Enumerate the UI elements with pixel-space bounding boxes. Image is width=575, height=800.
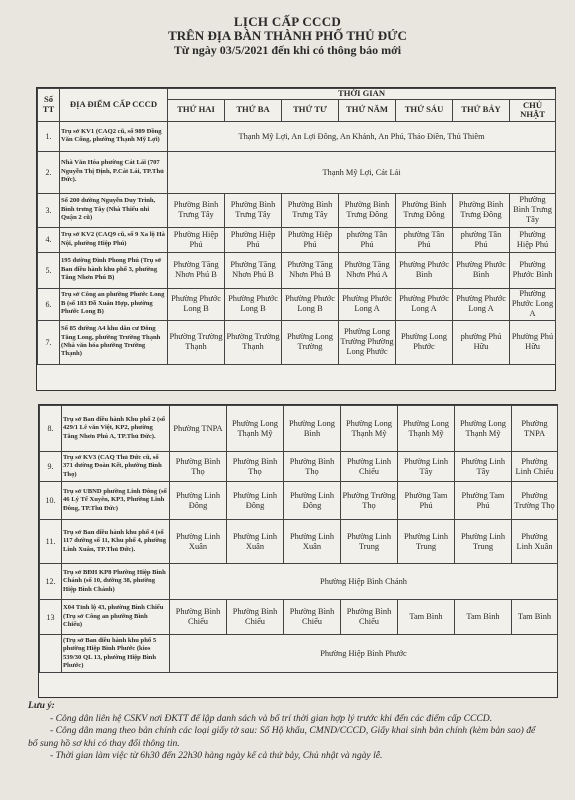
day-header: THỨ NĂM — [339, 99, 396, 121]
row-number: 3. — [38, 193, 60, 227]
ward-cell: Phường Tam Phú — [398, 482, 455, 520]
table-row — [40, 482, 558, 520]
ward-cell: Phường Linh Xuân — [170, 520, 227, 564]
ward-cell: Phường Bình Trưng Tây — [510, 193, 556, 227]
row-number: 10. — [40, 482, 62, 520]
ward-cell: Phường Bình Trưng Đông — [339, 193, 396, 227]
location-cell: X04 Tỉnh lộ 43, phường Bình Chiểu (Trụ sở Công an phường Bình Chiểu) — [62, 600, 170, 635]
location-cell: 195 đường Đình Phong Phú (Trụ sở Ban điều hành khu phố 3, phường Tăng Nhơn Phú B) — [60, 252, 168, 288]
ward-cell: Phường Bình Chiểu — [341, 600, 398, 635]
day-header: THỨ BA — [225, 99, 282, 121]
note-item: - Công dân mang theo bản chính các loại giấy tờ sau: Sổ Hộ khẩu, CMND/CCCD, Giấy khai sinh bản chính (kèm bản sao) để bổ sung hồ sơ khi có thay đổi thông tin. — [28, 725, 536, 749]
ward-cell: Phường TNPA — [512, 406, 558, 452]
ward-cell: Tam Bình — [398, 600, 455, 635]
table-row — [38, 227, 556, 252]
day-header: CHỦ NHẬT — [510, 99, 556, 121]
day-header: THỨ HAI — [168, 99, 225, 121]
day-header: THỨ TƯ — [282, 99, 339, 121]
ward-cell: Phường Bình Thọ — [170, 452, 227, 482]
day-header: THỨ SÁU — [396, 99, 453, 121]
notes-label: Lưu ý: — [28, 700, 55, 711]
schedule-table-part-1 — [36, 87, 556, 391]
ward-cell: Phường Long Thạnh Mỹ — [227, 406, 284, 452]
ward-cell: Phường Phước Long B — [225, 288, 282, 320]
col-header-stt: Số TT — [38, 89, 60, 122]
row-number: 2. — [38, 151, 60, 193]
col-header-time: THỜI GIAN — [168, 89, 556, 100]
ward-cell: Phường Bình Trưng Tây — [168, 193, 225, 227]
note-item: - Thời gian làm việc từ 6h30 đến 22h30 hàng ngày kể cả thứ bảy, Chủ nhật và ngày lễ. — [50, 750, 383, 761]
ward-cell: Phường Long Bình — [284, 406, 341, 452]
ward-cell: Phường Hiệp Phú — [168, 227, 225, 252]
row-number: 1. — [38, 121, 60, 151]
ward-cell: Phường Tăng Nhơn Phú B — [225, 252, 282, 288]
doc-date-line: Từ ngày 03/5/2021 đến khi có thông báo mới — [173, 43, 402, 57]
row-number — [40, 635, 62, 673]
ward-cell: Phường Linh Đông — [284, 482, 341, 520]
ward-cell: Phường Phước Long A — [396, 288, 453, 320]
table-row — [40, 564, 558, 600]
location-cell: Trụ sở BĐH KP8 Phường Hiệp Bình Chánh (số 10, đường 38, phường Hiệp Bình Chánh) — [62, 564, 170, 600]
ward-cell: Phường Phước Long B — [168, 288, 225, 320]
ward-cell: Phường Linh Tây — [455, 452, 512, 482]
row-number: 6. — [38, 288, 60, 320]
ward-span-cell: Thạnh Mỹ Lợi, An Lợi Đông, An Khánh, An Phú, Thảo Điền, Thủ Thiêm — [168, 121, 556, 151]
ward-cell: Phường TNPA — [170, 406, 227, 452]
table-row — [38, 288, 556, 320]
ward-cell: Phường Tăng Nhơn Phú B — [282, 252, 339, 288]
ward-cell: phường Phú Hữu — [453, 320, 510, 364]
location-cell: Trụ sở Ban điều hành Khu phố 2 (số 429/1 Lê văn Việt, KP2, phường Tăng Nhơn Phú A, TP.Thủ Đức). — [62, 406, 170, 452]
location-cell: Trụ sở UBND phường Linh Đông (số 46 Lý Tế Xuyên, KP3, Phường Linh Đông, TP.Thủ Đức) — [62, 482, 170, 520]
note-item: - Công dân liên hệ CSKV nơi ĐKTT để lập danh sách và bố trí thời gian hợp lý trước khi đến các điểm cấp CCCD. — [50, 712, 493, 724]
ward-span-cell: Thạnh Mỹ Lợi, Cát Lái — [168, 151, 556, 193]
row-number: 4. — [38, 227, 60, 252]
ward-cell: Phường Bình Chiểu — [170, 600, 227, 635]
table-row — [40, 520, 558, 564]
table-row — [40, 406, 558, 452]
ward-cell: Phường Linh Trung — [341, 520, 398, 564]
ward-cell: Phường Hiệp Phú — [225, 227, 282, 252]
ward-cell: Phường Phước Long A — [339, 288, 396, 320]
ward-span-cell: Phường Hiệp Bình Phước — [170, 635, 558, 673]
table-row — [40, 452, 558, 482]
ward-cell: Phường Trường Thọ — [341, 482, 398, 520]
ward-cell: Phường Bình Chiểu — [227, 600, 284, 635]
ward-cell: Phường Linh Đông — [227, 482, 284, 520]
ward-cell: Phường Bình Trưng Tây — [225, 193, 282, 227]
table-row — [38, 121, 556, 151]
ward-cell: Phường Bình Thọ — [284, 452, 341, 482]
location-cell: Trụ sở KV2 (CAQ9 cũ, số 9 Xa lộ Hà Nội, phường Hiệp Phú) — [60, 227, 168, 252]
ward-cell: Phường Trường Thạnh — [168, 320, 225, 364]
location-cell: Trụ sở Công an phường Phước Long B (số 183 Đỗ Xuân Hợp, phường Phước Long B) — [60, 288, 168, 320]
table-row — [38, 151, 556, 193]
notes-section — [28, 700, 543, 763]
ward-cell: phường Tân Phú — [453, 227, 510, 252]
ward-cell: Phường Phước Long A — [453, 288, 510, 320]
row-number: 9. — [40, 452, 62, 482]
table-row — [38, 252, 556, 288]
ward-cell: Phường Tăng Nhơn Phú B — [168, 252, 225, 288]
location-cell: Trụ sở KV3 (CAQ Thủ Đức cũ, số 371 đường Đoàn Kết, phường Bình Thọ) — [62, 452, 170, 482]
location-cell: Trụ sở Ban điều hành khu phố 4 (số 117 đường số 11, Khu phố 4, phường Linh Xuân, TP.Thủ Đức). — [62, 520, 170, 564]
ward-cell: Phường Bình Trưng Tây — [282, 193, 339, 227]
ward-cell: Phường Phú Hữu — [510, 320, 556, 364]
location-cell: Số 200 đường Nguyễn Duy Trinh, Bình trưng Tây (Nhà Thiếu nhi Quận 2 cũ) — [60, 193, 168, 227]
ward-cell: Phường Long Trường Phường Long Phước — [339, 320, 396, 364]
ward-cell: Phường Linh Đông — [170, 482, 227, 520]
ward-cell: Phường Phước Bình — [510, 252, 556, 288]
ward-cell: Tam Bình — [455, 600, 512, 635]
ward-cell: Phường Linh Trung — [455, 520, 512, 564]
ward-cell: Phường Tăng Nhơn Phú A — [339, 252, 396, 288]
ward-cell: Phường Trường Thạnh — [225, 320, 282, 364]
row-number: 7. — [38, 320, 60, 364]
row-number: 13 — [40, 600, 62, 635]
ward-cell: Phường Long Thạnh Mỹ — [398, 406, 455, 452]
row-number: 5. — [38, 252, 60, 288]
table-row — [40, 600, 558, 635]
ward-cell: Phường Phước Bình — [453, 252, 510, 288]
table-row — [38, 320, 556, 364]
day-header: THỨ BẢY — [453, 99, 510, 121]
table-row — [40, 635, 558, 673]
doc-subtitle: TRÊN ĐỊA BÀN THÀNH PHỐ THỦ ĐỨC — [168, 28, 407, 43]
row-number: 12. — [40, 564, 62, 600]
location-cell: Nhà Văn Hóa phường Cát Lái (707 Nguyễn Thị Định, P.Cát Lái, TP.Thủ Đức). — [60, 151, 168, 193]
ward-cell: Phường Tam Phú — [455, 482, 512, 520]
ward-cell: Phường Linh Xuân — [284, 520, 341, 564]
ward-cell: Phường Bình Chiểu — [284, 600, 341, 635]
ward-cell: Phường Linh Chiểu — [512, 452, 558, 482]
schedule-table-part-2 — [38, 404, 558, 698]
ward-cell: Phường Hiệp Phú — [510, 227, 556, 252]
ward-cell: Phường Hiệp Phú — [282, 227, 339, 252]
location-cell: Số 85 đường A4 khu dân cư Đông Tăng Long, phường Trường Thạnh (Nhà văn hóa phường Trường Thạnh) — [60, 320, 168, 364]
ward-cell: Phường Bình Thọ — [227, 452, 284, 482]
ward-cell: Phường Long Thạnh Mỹ — [341, 406, 398, 452]
col-header-place: ĐỊA ĐIỂM CẤP CCCD — [60, 89, 168, 122]
location-cell: Trụ sở KV1 (CAQ2 cũ, số 989 Đồng Văn Cống, phường Thạnh Mỹ Lợi) — [60, 121, 168, 151]
table-row — [38, 193, 556, 227]
doc-title: LỊCH CẤP CCCD — [233, 14, 342, 29]
ward-cell: Phường Long Thạnh Mỹ — [455, 406, 512, 452]
ward-cell: Phường Trường Thọ — [512, 482, 558, 520]
ward-cell: Phường Phước Long A — [510, 288, 556, 320]
location-cell: (Trụ sở Ban điều hành khu phố 5 phường Hiệp Bình Phước (kios 539/30 QL 13, phường Hiệp Bình Phước) — [62, 635, 170, 673]
ward-cell: Phường Linh Xuân — [512, 520, 558, 564]
ward-cell: Phường Linh Chiểu — [341, 452, 398, 482]
ward-cell: Phường Long Phước — [396, 320, 453, 364]
ward-cell: Phường Linh Xuân — [227, 520, 284, 564]
ward-cell: Phường Phước Long B — [282, 288, 339, 320]
ward-cell: phường Tân Phú — [396, 227, 453, 252]
ward-cell: Tam Bình — [512, 600, 558, 635]
ward-cell: Phường Phước Bình — [396, 252, 453, 288]
row-number: 8. — [40, 406, 62, 452]
ward-cell: Phường Bình Trưng Đông — [453, 193, 510, 227]
ward-cell: Phường Bình Trưng Đông — [396, 193, 453, 227]
ward-cell: phường Tân Phú — [339, 227, 396, 252]
ward-cell: Phường Linh Tây — [398, 452, 455, 482]
ward-span-cell: Phường Hiệp Bình Chánh — [170, 564, 558, 600]
ward-cell: Phường Linh Trung — [398, 520, 455, 564]
ward-cell: Phường Long Trường — [282, 320, 339, 364]
row-number: 11. — [40, 520, 62, 564]
